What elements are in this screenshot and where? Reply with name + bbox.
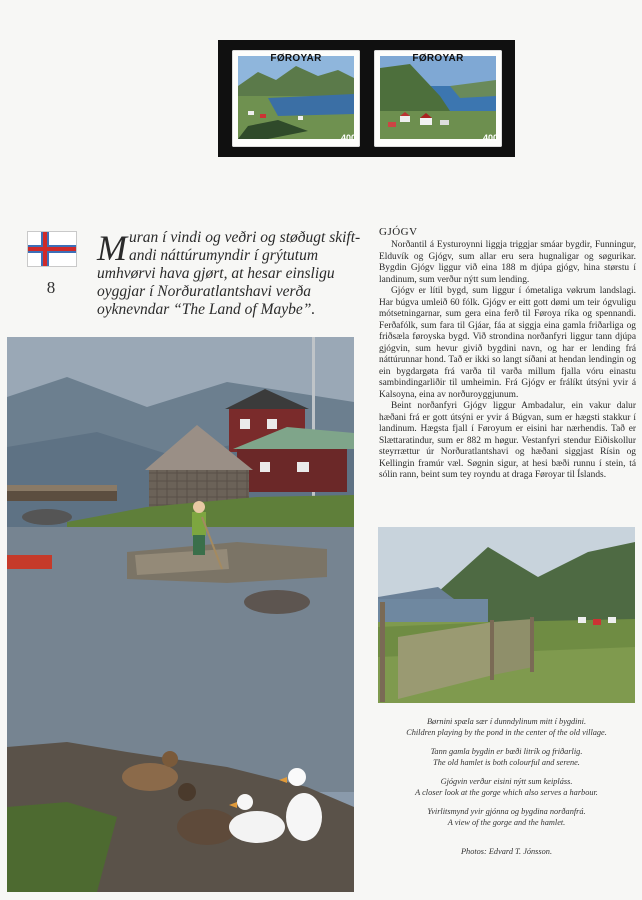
photo-credit: Photos: Edvard T. Jónsson. xyxy=(460,847,553,856)
stamp-left-country: FØROYAR xyxy=(270,53,322,64)
caption-faroese: Børnini spæla sær í dunndylinum mitt í bygdini. xyxy=(426,717,587,726)
stamp-left-value: 400 xyxy=(340,133,356,143)
article-paragraph: Beint norðanfyri Gjógv liggur Ambadalur, ein vakur dalur hæðani frá er gott útsýni er yvir á Búgvan, sum er hægsti stakkur í landinum. Hægsta fjall í Føroyum er eisini har nærhendis. Tað er Slættaratindur, sum er 882 m høgur. Vestanfyri stendur Eiðiskollur steyrrættur úr Norðuratlantshavi og hæðani siggjast Rísin og Kellingin framúr væl. Søgnin sigur, at hesi bæði runnu í stein, tá sólin rann, beint sum tey royndu at draga Føroyar til Íslands. xyxy=(379,401,636,480)
gorge-hamlet-photo xyxy=(378,527,635,703)
stamp-right-value: 400 xyxy=(482,133,498,143)
photo-captions xyxy=(378,716,635,836)
poem-text: uran í vindi og veðri og støðugt skift-andi náttúrumyndir í grýtutum umhvørvi hava gjørt, at hesar einsligu oyggjar í Norðuratlantshavi verða oyknevndar “The Land of Maybe”. xyxy=(97,229,361,318)
caption-pair xyxy=(378,746,635,768)
faroese-flag-icon xyxy=(27,231,77,267)
caption-pair xyxy=(378,806,635,828)
caption-english: A view of the gorge and the hamlet. xyxy=(447,818,566,827)
caption-english: The old hamlet is both colourful and serene. xyxy=(433,758,580,767)
caption-pair xyxy=(378,716,635,738)
article-heading: GJÓGV xyxy=(379,226,418,238)
stamp-left xyxy=(232,50,360,147)
stamp-right-country: FØROYAR xyxy=(412,53,464,64)
caption-english: Children playing by the pond in the center of the old village. xyxy=(406,728,607,737)
caption-faroese: Gjógvin verður eisini nýtt sum keipláss. xyxy=(440,777,573,786)
article-body xyxy=(379,240,636,482)
caption-pair xyxy=(378,776,635,798)
page-number: 8 xyxy=(46,278,56,297)
intro-poem xyxy=(97,229,372,319)
article-paragraph: Gjógv er lítil bygd, sum liggur í ómetaliga vøkrum landslagi. Har búgva umleið 60 fólk. Gjógv er eitt gott dømi um teir ógvuligu mótsetningarnar, sum gera eina ferð til Føroya ríka og spennandi. Ferðafólk, sum fara til Gjáar, fáa at siggja eina gamla friðarliga og friðsæla føroyska bygd. Við strondina norðanfyri liggur tann djúpa gjógvin, sum hevur givið bygdini navn, og har er lending frá náttúrunnar hond. Tað er ikki so langt síðani at hendan lendingin og ein bygdargøta frá varða til varða millum fjalla vóru einastu sambindingarliðir til umheimin. Frá Gjógv er frálíkt útsýni yvir á Kalsoyna, eina av norðuroyggjunum. xyxy=(379,286,636,400)
stamp-mount xyxy=(218,40,515,157)
stamp-left-image xyxy=(238,56,354,139)
caption-faroese: Yvirlitsmynd yvir gjónna og bygdina norðanfrá. xyxy=(427,807,586,816)
poem-dropcap: M xyxy=(97,228,127,268)
article-paragraph: Norðantil á Eysturoynni liggja triggjar smáar bygdir, Funningur, Elduvík og Gjógv, sum allar eru sera hugnaligar og søgurikar. Bygdin Gjógv liggur við eina 188 m djúpa gjógv, hina størstu í landinum, sum verður nýtt sum lending. xyxy=(379,240,636,285)
stamp-right-image xyxy=(380,56,496,139)
caption-english: A closer look at the gorge which also serves a harbour. xyxy=(415,788,598,797)
caption-faroese: Tann gamla bygdin er bæði litrík og friðarlig. xyxy=(430,747,583,756)
stamp-right xyxy=(374,50,502,147)
village-pond-photo xyxy=(7,337,354,892)
